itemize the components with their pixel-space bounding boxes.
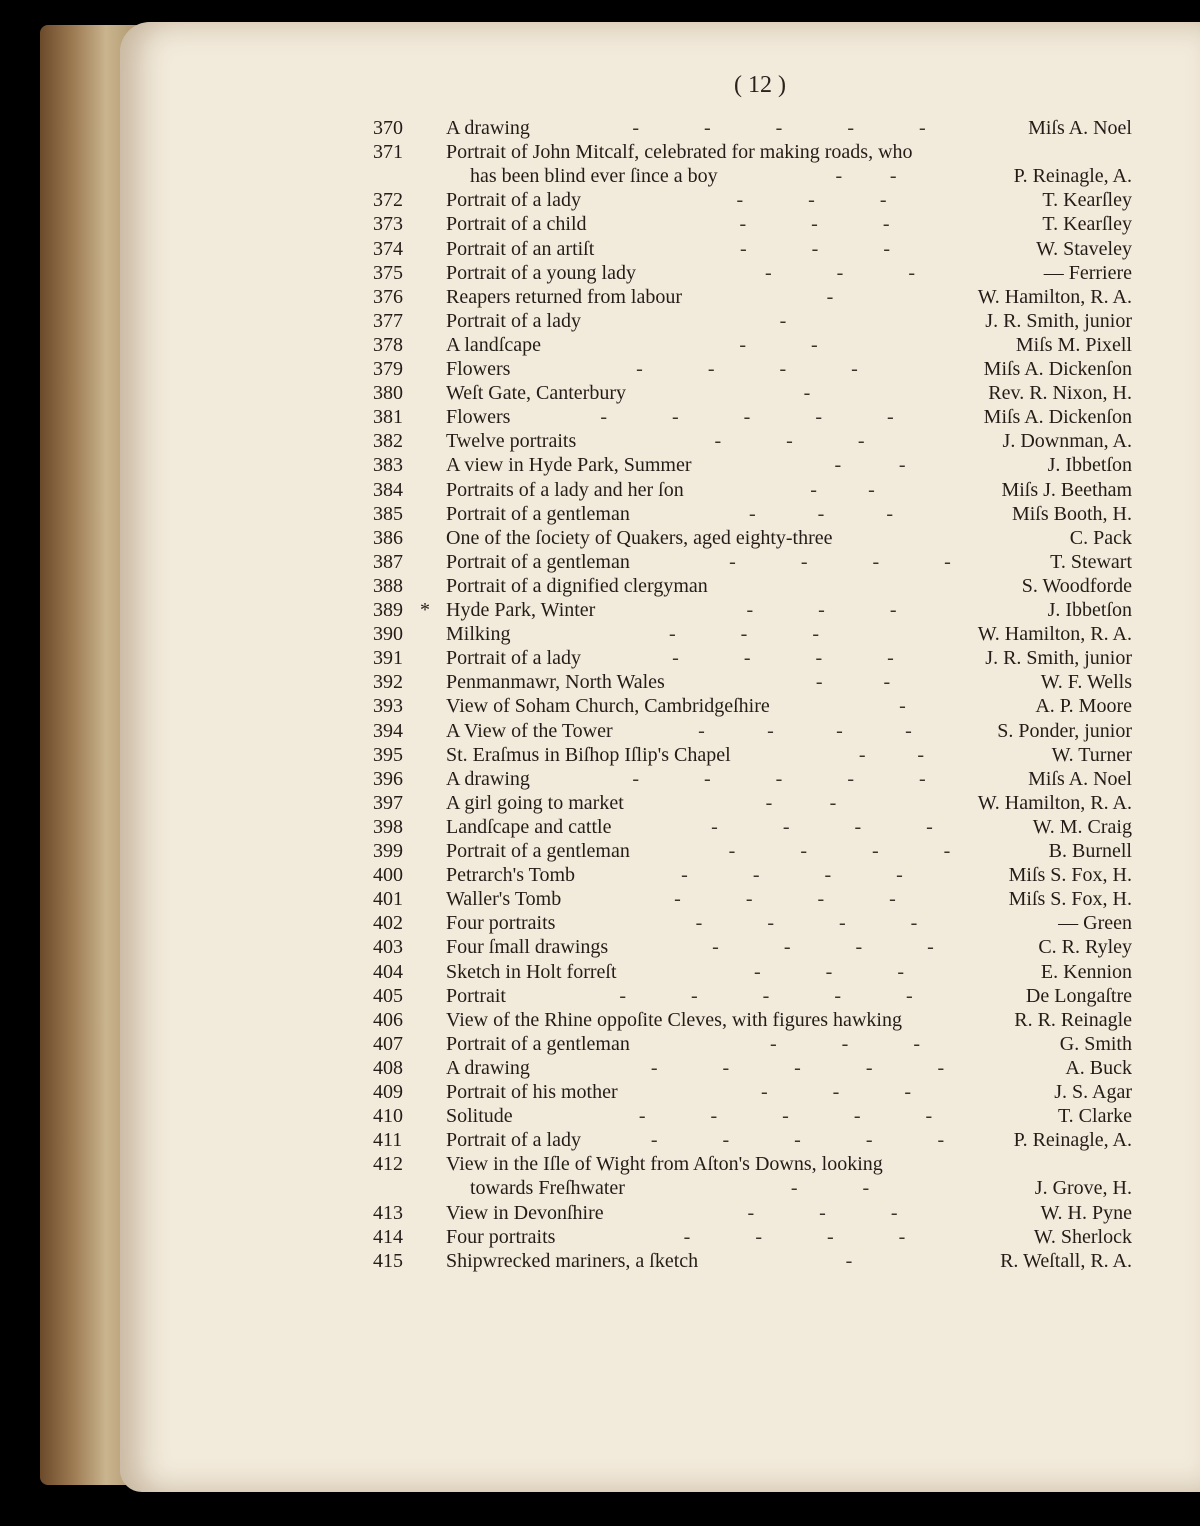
leader-dashes: - - - - <box>729 550 951 573</box>
leader-dashes: - - - - - <box>619 984 913 1007</box>
leader-dashes: - - - - - <box>632 767 926 790</box>
entry-title: Portrait of a gentleman <box>446 550 630 573</box>
entry-artist: W. Hamilton, R. A. <box>977 623 1132 646</box>
entry-number: 393 <box>373 695 403 718</box>
leader-dashes: - - - <box>746 599 897 621</box>
entry-number: 379 <box>373 358 403 380</box>
catalogue-entry <box>0 863 1200 887</box>
entry-artist: A. Buck <box>1065 1056 1132 1079</box>
catalogue-entry <box>0 550 1200 574</box>
catalogue-entry <box>0 309 1200 333</box>
leader-dashes: - - - <box>747 1201 898 1224</box>
leader-dashes: - - - - <box>712 936 934 959</box>
entry-artist: J. Ibbetſon <box>1047 454 1132 477</box>
leader-dashes: - <box>826 285 834 308</box>
entry-title: Solitude <box>446 1105 513 1128</box>
catalogue-entry <box>0 960 1200 984</box>
entry-artist: Miſs A. Dickenſon <box>983 358 1132 380</box>
entry-title: Portrait of a dignified clergyman <box>446 574 708 597</box>
catalogue-entry <box>0 574 1200 598</box>
entry-title: Portrait of a gentleman <box>446 840 630 862</box>
catalogue-entry <box>0 1225 1200 1249</box>
entry-artist: — Ferriere <box>1043 261 1132 284</box>
leader-dashes: - <box>779 309 787 332</box>
entry-title: A landſcape <box>446 333 541 356</box>
entry-artist: W. Hamilton, R. A. <box>977 791 1132 814</box>
leader-dashes: - - - <box>765 261 915 284</box>
entry-artist: Miſs M. Pixell <box>1015 333 1132 356</box>
catalogue-entry <box>0 598 1200 622</box>
entry-number: 411 <box>373 1129 403 1152</box>
entry-artist: S. Woodforde <box>1021 574 1132 597</box>
catalogue-entry <box>0 719 1200 743</box>
entry-artist: W. Sherlock <box>1033 1225 1132 1248</box>
catalogue-entry <box>0 1032 1200 1056</box>
catalogue-entry <box>0 429 1200 453</box>
entry-artist: Miſs Booth, H. <box>1011 502 1132 525</box>
entry-number: 384 <box>373 478 403 501</box>
entry-title: Reapers returned from labour <box>446 285 683 308</box>
entry-title: Four portraits <box>446 912 556 935</box>
entry-artist: Miſs A. Noel <box>1028 117 1132 139</box>
catalogue-entry <box>0 646 1200 670</box>
entry-title: Waller's Tomb <box>446 888 562 911</box>
leader-dashes: - - - - <box>636 358 858 380</box>
entry-artist: J. Grove, H. <box>1034 1177 1132 1200</box>
catalogue-entry <box>0 333 1200 357</box>
entry-number: 409 <box>373 1081 403 1103</box>
catalogue-entry <box>0 1104 1200 1128</box>
leader-dashes: - - - - <box>728 840 951 862</box>
entry-title: Petrarch's Tomb <box>446 864 576 887</box>
entry-artist: P. Reinagle, A. <box>1013 1129 1132 1152</box>
entry-number: 413 <box>373 1201 403 1224</box>
leader-dashes: - - - <box>739 213 890 236</box>
entry-artist: Miſs A. Noel <box>1028 767 1132 790</box>
entry-number: 370 <box>373 117 403 139</box>
entry-title: Penmanmawr, North Wales <box>446 671 665 694</box>
entry-title: Portrait of a lady <box>446 647 581 670</box>
entry-number: 392 <box>373 671 403 694</box>
catalogue-entry <box>0 767 1200 791</box>
entry-title: Four ſmall drawings <box>446 936 609 959</box>
catalogue-entry <box>0 1201 1200 1225</box>
entry-number: 383 <box>373 454 403 477</box>
entry-number: 381 <box>373 406 403 429</box>
entry-title: Four portraits <box>446 1225 556 1248</box>
leader-dashes: - - - <box>761 1081 911 1103</box>
entry-artist: W. Staveley <box>1036 237 1132 260</box>
entry-title: Portrait of a child <box>446 213 587 236</box>
entry-artist: T. Clarke <box>1057 1105 1132 1128</box>
leader-dashes: - - - <box>714 430 865 453</box>
entry-title: View in Devonſhire <box>446 1201 604 1224</box>
leader-dashes: - - - - - <box>600 406 894 429</box>
entry-title: View of the Rhine oppoſite Cleves, with figures hawking <box>446 1008 902 1031</box>
entry-number: 389 <box>373 599 403 621</box>
catalogue-entry <box>0 261 1200 285</box>
entry-number: 394 <box>373 719 403 742</box>
entry-number: 401 <box>373 888 403 911</box>
entry-title: Portrait of a lady <box>446 189 581 212</box>
catalogue-entry <box>0 140 1200 164</box>
entry-number: 385 <box>373 502 403 525</box>
entry-artist: A. P. Moore <box>1035 695 1132 718</box>
catalogue-entry <box>0 381 1200 405</box>
entry-title: Portrait of an artiſt <box>446 237 595 260</box>
entry-title: A girl going to market <box>446 791 624 814</box>
leader-dashes: - - - <box>770 1032 920 1055</box>
leader-dashes: - - <box>739 333 818 356</box>
leader-dashes: - - - - <box>698 719 912 742</box>
entry-title: has been blind ever ſince a boy <box>470 165 718 188</box>
entry-number: 408 <box>373 1056 403 1079</box>
leader-dashes: - - - - <box>674 888 896 911</box>
entry-artist: G. Smith <box>1059 1032 1132 1055</box>
catalogue-entry <box>0 984 1200 1008</box>
entry-artist: P. Reinagle, A. <box>1013 165 1132 188</box>
entry-number: 415 <box>373 1249 403 1272</box>
catalogue-entry <box>0 815 1200 839</box>
entry-artist: W. F. Wells <box>1040 671 1132 694</box>
entry-number: 412 <box>373 1153 403 1176</box>
entry-artist: W. H. Pyne <box>1040 1201 1132 1224</box>
leader-dashes: - - - - <box>681 864 903 887</box>
catalogue-entry <box>0 935 1200 959</box>
entry-artist: De Longaſtre <box>1025 984 1132 1007</box>
entry-artist: C. Pack <box>1069 526 1132 549</box>
entry-artist: T. Kearſley <box>1042 189 1132 212</box>
leader-dashes: - - - - <box>672 647 894 670</box>
catalogue-entry <box>0 478 1200 502</box>
entry-title: A view in Hyde Park, Summer <box>446 454 692 477</box>
entry-title: Portrait of a gentleman <box>446 502 630 525</box>
entry-number: 391 <box>373 647 403 670</box>
leader-dashes: - <box>803 382 811 405</box>
leader-dashes: - - - - - <box>650 1129 945 1152</box>
catalogue-entry <box>0 743 1200 767</box>
catalogue-entry <box>0 1176 1200 1200</box>
catalogue-entry <box>0 694 1200 718</box>
entry-title: Shipwrecked mariners, a ſketch <box>446 1249 699 1272</box>
entry-title: View in the Iſle of Wight from Aſton's Downs, looking <box>446 1153 883 1176</box>
entry-artist: T. Kearſley <box>1042 213 1132 236</box>
entry-number: 400 <box>373 864 403 887</box>
entry-number: 378 <box>373 333 403 356</box>
catalogue-entry <box>0 1008 1200 1032</box>
entry-number: 387 <box>373 550 403 573</box>
leader-dashes: - - - - <box>695 912 918 935</box>
entry-title: Milking <box>446 623 511 646</box>
catalogue-entry <box>0 405 1200 429</box>
entry-title: Portrait of a lady <box>446 1129 581 1152</box>
entry-title: Twelve portraits <box>446 430 577 453</box>
entry-number: 374 <box>373 237 403 260</box>
entry-title: St. Eraſmus in Biſhop Iſlip's Chapel <box>446 743 731 766</box>
entry-artist: E. Kennion <box>1040 960 1132 983</box>
entry-number: 380 <box>373 382 403 405</box>
leader-dashes: - <box>845 1249 853 1272</box>
entry-title: Sketch in Holt forreſt <box>446 960 617 983</box>
catalogue-entry <box>0 1249 1200 1273</box>
leader-dashes: - <box>899 695 906 718</box>
catalogue-entry <box>0 887 1200 911</box>
leader-dashes: - - <box>858 743 925 766</box>
entry-number: 396 <box>373 767 403 790</box>
entry-artist: W. M. Craig <box>1032 815 1132 838</box>
entry-artist: Miſs S. Fox, H. <box>1008 864 1132 887</box>
catalogue-entry <box>0 357 1200 381</box>
entry-artist: R. Weſtall, R. A. <box>1000 1249 1132 1272</box>
leader-dashes: - - <box>834 454 906 477</box>
entry-number: 398 <box>373 815 403 838</box>
entry-artist: W. Turner <box>1051 743 1132 766</box>
leader-dashes: - - - - - <box>632 117 926 139</box>
entry-number: 397 <box>373 791 403 814</box>
entry-artist: C. R. Ryley <box>1038 936 1132 959</box>
leader-dashes: - - - <box>736 189 887 212</box>
leader-dashes: - - <box>765 791 837 814</box>
entry-title: Flowers <box>446 406 511 429</box>
entry-number: 377 <box>373 309 403 332</box>
catalogue-entry <box>0 1128 1200 1152</box>
entry-title: View of Soham Church, Cambridgeſhire <box>446 695 770 718</box>
leader-dashes: - - - <box>749 502 893 525</box>
leader-dashes: - - <box>815 671 891 694</box>
leader-dashes: - - - - - <box>638 1105 933 1128</box>
catalogue-entry <box>0 526 1200 550</box>
entry-number: 388 <box>373 574 403 597</box>
entry-number: 410 <box>373 1105 403 1128</box>
entry-number: 405 <box>373 984 403 1007</box>
leader-dashes: - - - <box>754 960 904 983</box>
entry-title: A drawing <box>446 767 530 790</box>
entry-title: Hyde Park, Winter <box>446 599 596 621</box>
entry-artist: — Green <box>1058 912 1132 935</box>
entry-number: 404 <box>373 960 403 983</box>
catalogue-entry <box>0 116 1200 140</box>
entry-title: Portrait of his mother <box>446 1081 618 1103</box>
entry-mark: * <box>420 599 430 621</box>
entry-number: 414 <box>373 1225 403 1248</box>
entry-title: Flowers <box>446 358 511 380</box>
entry-number: 382 <box>373 430 403 453</box>
entry-number: 390 <box>373 623 403 646</box>
entry-number: 402 <box>373 912 403 935</box>
entry-artist: S. Ponder, junior <box>997 719 1132 742</box>
entry-number: 395 <box>373 743 403 766</box>
page-number: ( 12 ) <box>734 72 786 98</box>
entry-number: 403 <box>373 936 403 959</box>
catalogue-entry <box>0 164 1200 188</box>
catalogue-entry <box>0 1056 1200 1080</box>
catalogue-entry <box>0 188 1200 212</box>
entry-title: Portrait of a lady <box>446 309 581 332</box>
entry-artist: W. Hamilton, R. A. <box>977 285 1132 308</box>
catalogue-entry <box>0 670 1200 694</box>
entry-title: Portrait of a gentleman <box>446 1032 630 1055</box>
leader-dashes: - - - - <box>711 815 933 838</box>
entry-title: Portrait of a young lady <box>446 261 636 284</box>
entry-title: Portraits of a lady and her ſon <box>446 478 684 501</box>
entry-artist: Miſs A. Dickenſon <box>983 406 1132 429</box>
entry-artist: J. S. Agar <box>1054 1081 1132 1103</box>
entry-artist: R. R. Reinagle <box>1014 1008 1132 1031</box>
catalogue-entry <box>0 622 1200 646</box>
leader-dashes: - - - <box>669 623 819 646</box>
leader-dashes: - - - - <box>683 1225 906 1248</box>
entry-title: Portrait of John Mitcalf, celebrated for making roads, who <box>446 141 913 164</box>
entry-number: 376 <box>373 285 403 308</box>
entry-number: 399 <box>373 840 403 862</box>
leader-dashes: - - <box>790 1177 870 1200</box>
entry-number: 406 <box>373 1008 403 1031</box>
catalogue-entry <box>0 839 1200 863</box>
entry-artist: J. R. Smith, junior <box>985 647 1132 670</box>
catalogue-entry <box>0 911 1200 935</box>
entry-number: 386 <box>373 526 403 549</box>
entry-artist: Miſs S. Fox, H. <box>1008 888 1132 911</box>
entry-title: A drawing <box>446 1056 530 1079</box>
leader-dashes: - - - - - <box>650 1056 945 1079</box>
catalogue-entry <box>0 1080 1200 1104</box>
entry-title: Portrait <box>446 984 506 1007</box>
entry-artist: T. Stewart <box>1050 550 1132 573</box>
entry-number: 407 <box>373 1032 403 1055</box>
entry-title: Landſcape and cattle <box>446 815 612 838</box>
entry-artist: Rev. R. Nixon, H. <box>988 382 1132 405</box>
entry-artist: Miſs J. Beetham <box>1001 478 1132 501</box>
leader-dashes: - - <box>810 478 875 501</box>
catalogue-entry <box>0 502 1200 526</box>
entry-title: One of the ſociety of Quakers, aged eighty-three <box>446 526 833 549</box>
entry-title: A View of the Tower <box>446 719 613 742</box>
entry-number: 375 <box>373 261 403 284</box>
entry-artist: J. R. Smith, junior <box>985 309 1132 332</box>
leader-dashes: - - <box>835 165 897 188</box>
entry-artist: B. Burnell <box>1048 840 1132 862</box>
catalogue-entry <box>0 1152 1200 1176</box>
catalogue-entry <box>0 453 1200 477</box>
entry-number: 372 <box>373 189 403 212</box>
catalogue-entry <box>0 237 1200 261</box>
entry-artist: J. Downman, A. <box>1002 430 1132 453</box>
entry-title: Weſt Gate, Canterbury <box>446 382 626 405</box>
leader-dashes: - - - <box>740 237 890 260</box>
entry-artist: J. Ibbetſon <box>1047 599 1132 621</box>
entry-title: towards Freſhwater <box>470 1177 625 1200</box>
catalogue-entry <box>0 212 1200 236</box>
entry-title: A drawing <box>446 117 530 139</box>
entry-number: 373 <box>373 213 403 236</box>
entry-number: 371 <box>373 141 403 164</box>
catalogue-entry <box>0 791 1200 815</box>
catalogue-entry <box>0 285 1200 309</box>
